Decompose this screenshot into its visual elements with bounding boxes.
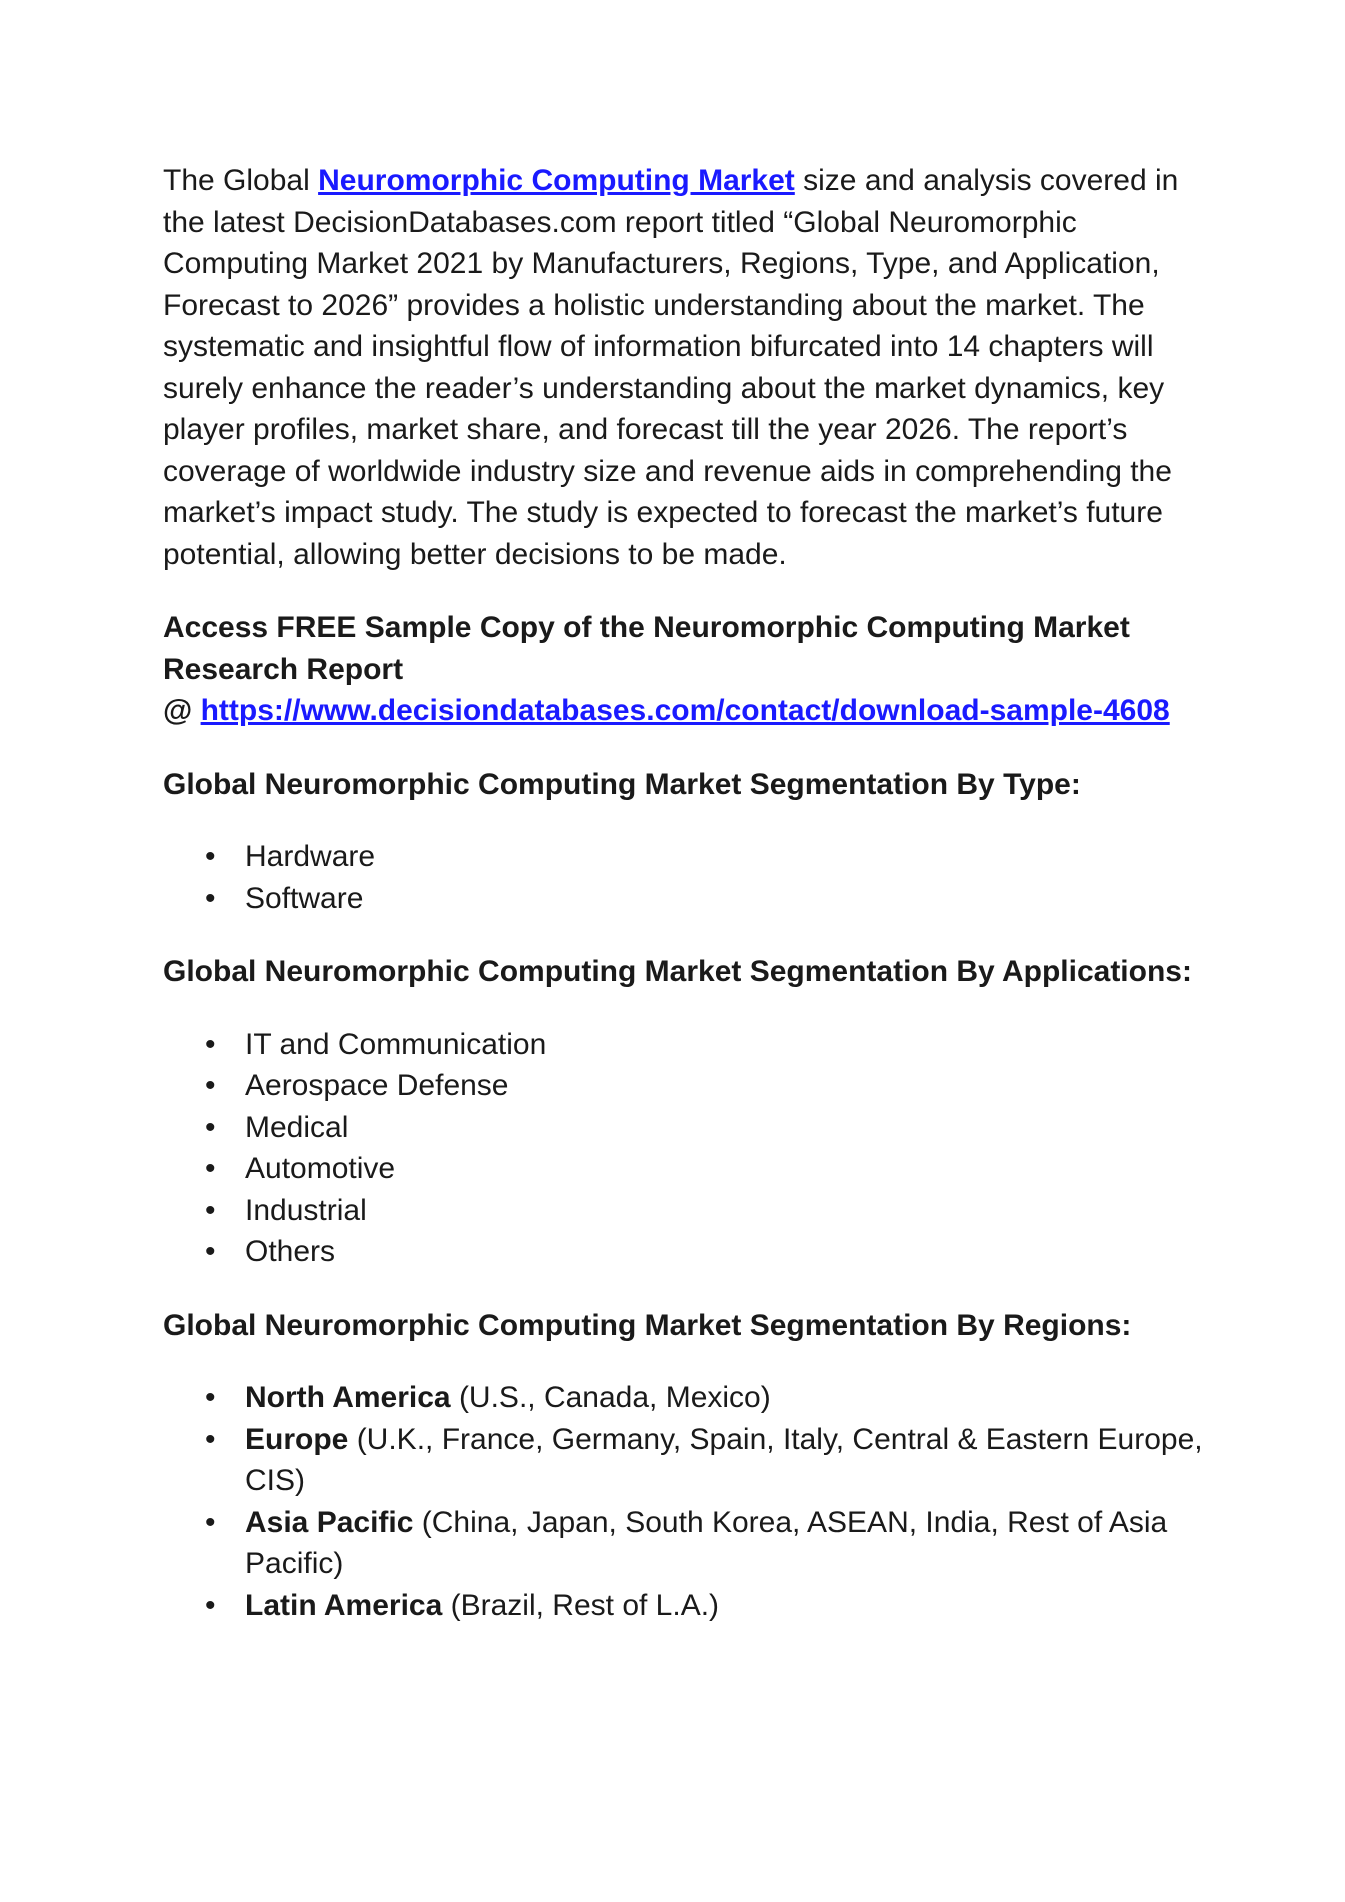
- applications-segmentation-heading: Global Neuromorphic Computing Market Segmentation By Applications:: [163, 955, 1192, 988]
- sample-download-link[interactable]: https://www.decisiondatabases.com/contact/download-sample-4608: [200, 694, 1170, 727]
- list-item: [163, 878, 1203, 920]
- region-countries: (Brazil, Rest of L.A.): [442, 1588, 720, 1622]
- list-item: [163, 1107, 1203, 1149]
- list-item: [163, 1148, 1203, 1190]
- list-item: [163, 1190, 1203, 1232]
- region-name: Asia Pacific: [245, 1505, 414, 1539]
- list-item: [163, 836, 1203, 878]
- application-item-label: IT and Communication: [245, 1027, 547, 1061]
- region-countries: (U.K., France, Germany, Spain, Italy, Central & Eastern Europe, CIS): [245, 1422, 1203, 1497]
- bullet-icon: •: [205, 1588, 216, 1622]
- bullet-icon: •: [205, 1152, 216, 1185]
- intro-body: size and analysis covered in the latest DecisionDatabases.com report titled “Global Neuromorphic Computing Market 2021 by Manufacturers, Regions, Type, and Application, Forecast to 2026” provides a holistic understanding about the market. The systematic and insightful flow of information bifurcated into 14 chapters will surely enhance the reader’s understanding about the market dynamics, key player profiles, market share, and forecast till the year 2026. The report’s coverage of worldwide industry size and revenue aids in comprehending the market’s impact study. The study is expected to forecast the market’s future potential, allowing better decisions to be made.: [163, 164, 1179, 571]
- list-item: [163, 1377, 1203, 1419]
- bullet-icon: •: [205, 1235, 216, 1268]
- application-item-label: Others: [245, 1235, 336, 1268]
- bullet-icon: •: [205, 881, 216, 915]
- bullet-icon: •: [205, 1381, 216, 1414]
- list-item: [163, 1419, 1203, 1502]
- bullet-icon: •: [205, 1422, 216, 1456]
- regions-list: [163, 1377, 1203, 1626]
- sample-heading: Access FREE Sample Copy of the Neuromorphic Computing Market Research Report: [163, 611, 1130, 686]
- bullet-icon: •: [205, 1069, 216, 1102]
- application-item-label: Automotive: [245, 1152, 396, 1185]
- application-item-label: Industrial: [245, 1193, 367, 1227]
- type-list: [163, 836, 1203, 919]
- type-item-label: Software: [245, 881, 364, 915]
- list-item: [163, 1231, 1203, 1273]
- bullet-icon: •: [205, 1027, 216, 1061]
- region-name: Europe: [245, 1422, 349, 1456]
- sample-at-sign: @: [163, 694, 201, 727]
- bullet-icon: •: [205, 1193, 216, 1227]
- sample-cta: [163, 607, 1203, 732]
- bullet-icon: •: [205, 1505, 216, 1539]
- bullet-icon: •: [205, 840, 216, 873]
- region-name: North America: [245, 1381, 451, 1414]
- type-segmentation-heading: Global Neuromorphic Computing Market Segmentation By Type:: [163, 767, 1081, 801]
- list-item: [163, 1502, 1203, 1585]
- intro-paragraph: [163, 160, 1198, 575]
- document-page: [163, 160, 1203, 1626]
- market-link[interactable]: Neuromorphic Computing Market: [318, 164, 795, 197]
- region-name: Latin America: [245, 1588, 443, 1622]
- intro-prefix: The Global: [163, 164, 319, 197]
- type-item-label: Hardware: [245, 840, 376, 873]
- list-item: [163, 1024, 1203, 1066]
- region-countries: (U.S., Canada, Mexico): [450, 1381, 771, 1414]
- applications-list: [163, 1024, 1203, 1273]
- application-item-label: Medical: [245, 1110, 349, 1144]
- region-countries: (China, Japan, South Korea, ASEAN, India, Rest of Asia Pacific): [245, 1505, 1168, 1580]
- list-item: [163, 1585, 1203, 1627]
- bullet-icon: •: [205, 1110, 216, 1144]
- list-item: [163, 1065, 1203, 1107]
- application-item-label: Aerospace Defense: [245, 1069, 509, 1102]
- regions-segmentation-heading: Global Neuromorphic Computing Market Segmentation By Regions:: [163, 1308, 1132, 1342]
